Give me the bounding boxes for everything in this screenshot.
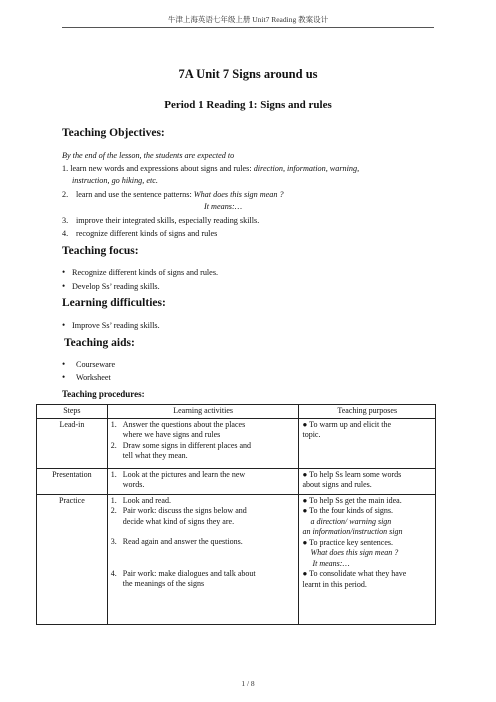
activities-cell: 1. Look and read. 2. Pair work: discuss the signs below and decide what kind of signs they are. 3. Read again and answer the questions. 4. Pair work: make dialogues and talk about the meanings of the signs bbox=[107, 494, 299, 624]
document-title: 7A Unit 7 Signs around us bbox=[178, 67, 318, 81]
table-row bbox=[37, 418, 436, 468]
column-header: Teaching purposes bbox=[299, 405, 436, 419]
step-cell: Lead-in bbox=[37, 418, 108, 468]
focus-heading: Teaching focus: bbox=[62, 245, 139, 257]
objective-3: 3. improve their integrated skills, especially reading skills. bbox=[62, 216, 260, 225]
difficulties-heading: Learning difficulties: bbox=[62, 297, 166, 309]
difficulty-item: • Improve Ss’ reading skills. bbox=[62, 320, 160, 330]
procedures-heading: Teaching procedures: bbox=[62, 389, 145, 399]
column-header: Learning activities bbox=[107, 405, 299, 419]
purposes-cell: ● To help Ss learn some words about signs and rules. bbox=[299, 468, 436, 494]
page-number: 1 / 8 bbox=[241, 679, 255, 688]
focus-item: • Develop Ss’ reading skills. bbox=[62, 281, 160, 291]
procedures-table bbox=[36, 404, 436, 625]
objective-1-cont: instruction, go hiking, etc. bbox=[72, 176, 158, 185]
aid-item: • Worksheet bbox=[62, 372, 111, 382]
activities-cell: 1. Answer the questions about the places where we have signs and rules 2. Draw some signs in different places and tell what they mean. bbox=[107, 418, 299, 468]
document-subtitle: Period 1 Reading 1: Signs and rules bbox=[164, 99, 332, 111]
objective-2-line2: It means:… bbox=[204, 202, 242, 211]
table-row bbox=[37, 468, 436, 494]
objectives-intro: By the end of the lesson, the students are expected to bbox=[62, 151, 235, 160]
step-cell: Presentation bbox=[37, 468, 108, 494]
page-header: 牛津上海英语七年级上册 Unit7 Reading 教案设计 bbox=[167, 15, 329, 24]
purposes-cell: ● To warm up and elicit the topic. bbox=[299, 418, 436, 468]
activities-cell: 1. Look at the pictures and learn the new words. bbox=[107, 468, 299, 494]
purposes-cell: ● To help Ss get the main idea. ● To the four kinds of signs. a direction/ warning sign an information/instruction sign ● To practice key sentences. What does this sign mean ? It means:… ● To consolidate what they have learnt in this period. bbox=[299, 494, 436, 624]
objective-2: 2. learn and use the sentence patterns: What does this sign mean ? bbox=[62, 190, 284, 199]
focus-item: • Recognize different kinds of signs and rules. bbox=[62, 267, 219, 277]
aid-item: • Courseware bbox=[62, 359, 116, 369]
aids-heading: Teaching aids: bbox=[64, 337, 135, 349]
header-divider bbox=[62, 27, 434, 28]
step-cell: Practice bbox=[37, 494, 108, 624]
objective-1: 1. learn new words and expressions about signs and rules: direction, information, warning, bbox=[62, 164, 360, 173]
table-row bbox=[37, 494, 436, 624]
table-header-row bbox=[37, 405, 436, 419]
column-header: Steps bbox=[37, 405, 108, 419]
objectives-heading: Teaching Objectives: bbox=[62, 127, 165, 139]
objective-4: 4. recognize different kinds of signs and rules bbox=[62, 229, 218, 238]
